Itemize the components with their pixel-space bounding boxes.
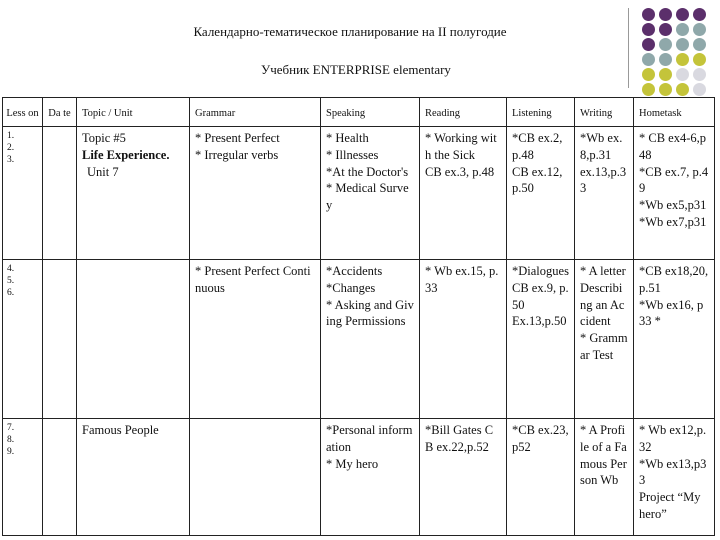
writing-cell: *Wb ex.8,p.31 ex.13,p.33 — [575, 127, 634, 260]
header-speaking: Speaking — [321, 98, 420, 127]
date-cell — [43, 127, 77, 260]
header-topic: Topic / Unit — [77, 98, 190, 127]
writing-cell: * A letter Describing an Accident * Grammar Test — [575, 260, 634, 419]
reading-cell: *Bill Gates CB ex.22,p.52 — [420, 419, 507, 536]
decorative-dot — [659, 83, 672, 96]
table-row — [3, 127, 715, 260]
header-listening: Listening — [507, 98, 575, 127]
hometask-cell: *CB ex18,20, p.51 *Wb ex16, p33 * — [634, 260, 715, 419]
reading-cell: * Working with the Sick CB ex.3, p.48 — [420, 127, 507, 260]
writing-cell: * A Profile of a Famous Person Wb — [575, 419, 634, 536]
reading-cell: * Wb ex.15, p.33 — [420, 260, 507, 419]
topic-cell: Famous People — [77, 419, 190, 536]
decorative-dot — [642, 83, 655, 96]
listening-cell: *CB ex.2,p.48 CB ex.12,p.50 — [507, 127, 575, 260]
table-row — [3, 419, 715, 536]
decorative-dot — [693, 83, 706, 96]
page-subtitle: Учебник ENTERPRISE elementary — [261, 62, 451, 77]
table-row — [3, 260, 715, 419]
header-reading: Reading — [420, 98, 507, 127]
hometask-cell: * Wb ex12,p.32 *Wb ex13,p33 Project “My hero” — [634, 419, 715, 536]
decorative-dot — [693, 8, 706, 21]
grammar-cell: * Present Perfect * Irregular verbs — [190, 127, 321, 260]
hometask-cell: * CB ex4-6,p48 *CB ex.7, p.49 *Wb ex5,p31 *Wb ex7,p31 — [634, 127, 715, 260]
topic-unit: Unit 7 — [87, 164, 119, 179]
topic-cell — [77, 127, 190, 260]
planning-table — [2, 97, 715, 536]
header-date: Da te — [43, 98, 77, 127]
decorative-dot — [676, 8, 689, 21]
grammar-cell — [190, 419, 321, 536]
grammar-cell: * Present Perfect Continuous — [190, 260, 321, 419]
lesson-numbers: 7. 8. 9. — [3, 419, 43, 536]
topic-number: Topic #5 — [82, 131, 126, 145]
lesson-numbers: 4. 5. 6. — [3, 260, 43, 419]
header-hometask: Hometask — [634, 98, 715, 127]
header-writing: Writing — [575, 98, 634, 127]
decorative-dot — [676, 83, 689, 96]
decorative-dot — [642, 8, 655, 21]
topic-title: Life Experience. — [82, 147, 170, 162]
speaking-cell: *Personal information * My hero — [321, 419, 420, 536]
speaking-cell: * Health * Illnesses *At the Doctor's * Medical Survey — [321, 127, 420, 260]
decorative-dot — [659, 8, 672, 21]
date-cell — [43, 260, 77, 419]
listening-cell: *Dialogues CB ex.9, p.50 Ex.13,p.50 — [507, 260, 575, 419]
speaking-cell: *Accidents *Changes * Asking and Giving Permissions — [321, 260, 420, 419]
topic-cell — [77, 260, 190, 419]
table-header-row — [3, 98, 715, 127]
page-title: Календарно-тематическое планирование на II полугодие — [193, 24, 507, 39]
header-lesson: Less on — [3, 98, 43, 127]
listening-cell: *CB ex.23,p52 — [507, 419, 575, 536]
date-cell — [43, 419, 77, 536]
header-grammar: Grammar — [190, 98, 321, 127]
lesson-numbers: 1. 2. 3. — [3, 127, 43, 260]
